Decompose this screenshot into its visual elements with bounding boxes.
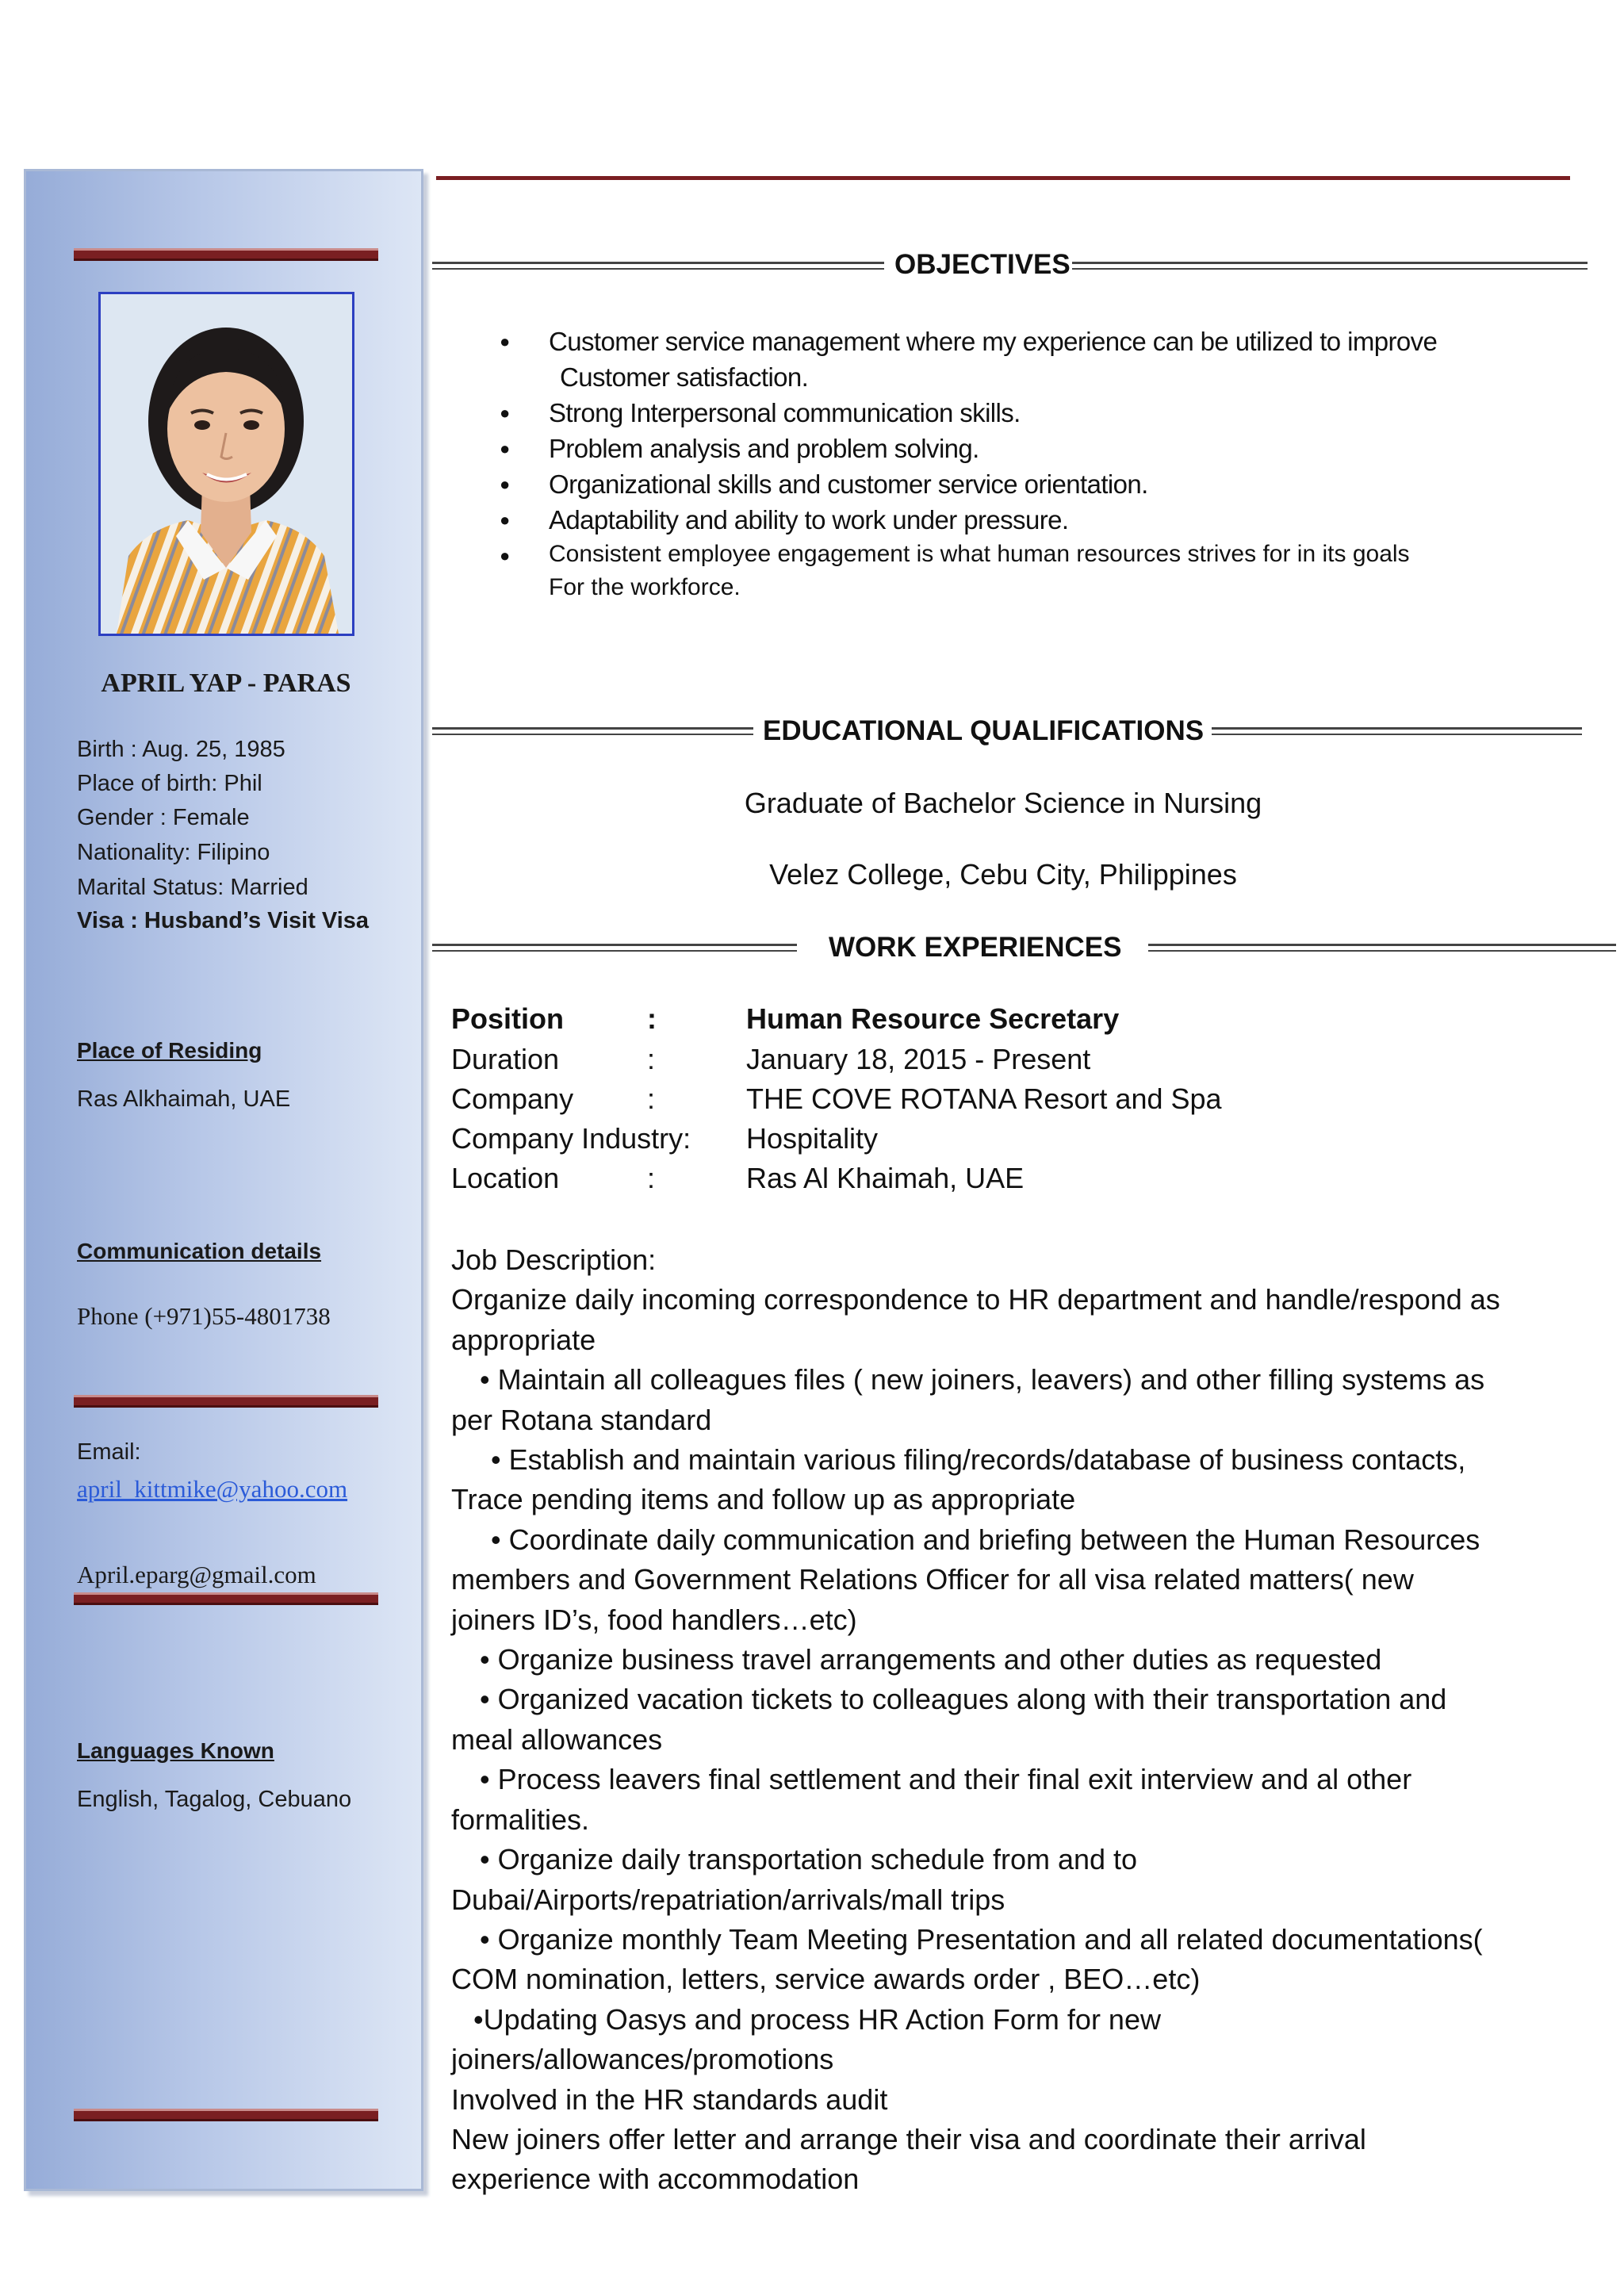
job-line: • Coordinate daily communication and briefing between the Human Resources <box>491 1523 1480 1556</box>
residing-value: Ras Alkhaimah, UAE <box>77 1086 291 1112</box>
header-rule <box>436 176 1570 180</box>
marital-status: Marital Status: Married <box>77 875 308 900</box>
job-line: appropriate <box>451 1323 596 1356</box>
profile-sidebar <box>24 169 423 2191</box>
email-primary-link[interactable]: april_kittmike@yahoo.com <box>77 1475 348 1503</box>
job-description <box>451 1240 1577 2200</box>
email-secondary: April.eparg@gmail.com <box>77 1561 316 1588</box>
communication-heading: Communication details <box>77 1239 322 1263</box>
section-rule <box>1072 262 1588 270</box>
job-line: Trace pending items and follow up as appropriate <box>451 1483 1076 1516</box>
job-line: • Maintain all colleagues files ( new joiners, leavers) and other filling systems as <box>480 1363 1485 1397</box>
residing-heading: Place of Residing <box>77 1038 262 1063</box>
phone-number: Phone (+971)55-4801738 <box>77 1302 331 1330</box>
job-line: joiners/allowances/promotions <box>451 2043 834 2076</box>
sidebar-divider <box>74 2109 378 2121</box>
gender: Gender : Female <box>77 805 250 830</box>
education-school: Velez College, Cebu City, Philippines <box>769 858 1237 891</box>
section-rule <box>1148 944 1616 952</box>
job-line: • Organize monthly Team Meeting Presentation and all related documentations( <box>480 1922 1483 1956</box>
job-line: • Organized vacation tickets to colleagues along with their transportation and <box>480 1683 1447 1716</box>
list-item: ● Customer service management where my experience can be utilized to improve Customer satisfaction. <box>500 324 1554 395</box>
section-rule <box>432 944 797 952</box>
nationality: Nationality: Filipino <box>77 840 270 865</box>
work-title: WORK EXPERIENCES <box>829 932 1122 963</box>
job-line: members and Government Relations Officer for all visa related matters( new <box>451 1563 1414 1596</box>
sidebar-divider <box>74 248 378 261</box>
list-item: ● Organizational skills and customer service orientation. <box>500 466 1554 502</box>
profile-photo <box>98 292 354 636</box>
section-rule <box>1212 727 1582 735</box>
job-line: Organize daily incoming correspondence to HR department and handle/respond as <box>451 1283 1500 1316</box>
job-line: • Organize business travel arrangements and other duties as requested <box>480 1643 1382 1676</box>
languages-value: English, Tagalog, Cebuano <box>77 1787 352 1812</box>
email-label: Email: <box>77 1439 141 1465</box>
list-item: ● Consistent employee engagement is what human resources strives for in its goals For the workforce. <box>500 538 1554 604</box>
sidebar-divider <box>74 1592 378 1605</box>
place-of-birth: Place of birth: Phil <box>77 771 262 796</box>
job-line: formalities. <box>451 1803 590 1836</box>
list-item: ● Problem analysis and problem solving. <box>500 431 1554 466</box>
job-line: • Organize daily transportation schedule from and to <box>480 1843 1138 1876</box>
birth-date: Birth : Aug. 25, 1985 <box>77 737 285 762</box>
visa-status: Visa : Husband’s Visit Visa <box>77 908 370 933</box>
list-item: ● Strong Interpersonal communication skills. <box>500 395 1554 431</box>
objectives-title: OBJECTIVES <box>894 249 1071 280</box>
job-line: joiners ID’s, food handlers…etc) <box>451 1603 857 1636</box>
education-title: EDUCATIONAL QUALIFICATIONS <box>763 715 1205 746</box>
list-item: ● Adaptability and ability to work under pressure. <box>500 502 1554 538</box>
job-line: •Updating Oasys and process HR Action Form for new <box>473 2002 1161 2036</box>
job-description-heading: Job Description: <box>451 1243 657 1276</box>
section-rule <box>432 727 753 735</box>
job-line: • Establish and maintain various filing/records/database of business contacts, <box>491 1443 1466 1477</box>
job-line: per Rotana standard <box>451 1403 712 1436</box>
job-line: Involved in the HR standards audit <box>451 2082 888 2116</box>
job-line: Dubai/Airports/repatriation/arrivals/mall trips <box>451 1883 1005 1916</box>
sidebar-divider <box>74 1395 378 1408</box>
education-degree: Graduate of Bachelor Science in Nursing <box>744 787 1262 819</box>
job-line: • Process leavers final settlement and their final exit interview and al other <box>480 1763 1412 1796</box>
objectives-list <box>500 324 1554 604</box>
job-line: experience with accommodation <box>451 2163 860 2196</box>
person-portrait-icon <box>101 294 352 634</box>
job-line: New joiners offer letter and arrange their visa and coordinate their arrival <box>451 2122 1366 2155</box>
candidate-name: APRIL YAP - PARAS <box>101 669 351 698</box>
languages-heading: Languages Known <box>77 1738 274 1763</box>
job-line: meal allowances <box>451 1722 663 1756</box>
job-line: COM nomination, letters, service awards order , BEO…etc) <box>451 1963 1201 1996</box>
section-rule <box>432 262 884 270</box>
